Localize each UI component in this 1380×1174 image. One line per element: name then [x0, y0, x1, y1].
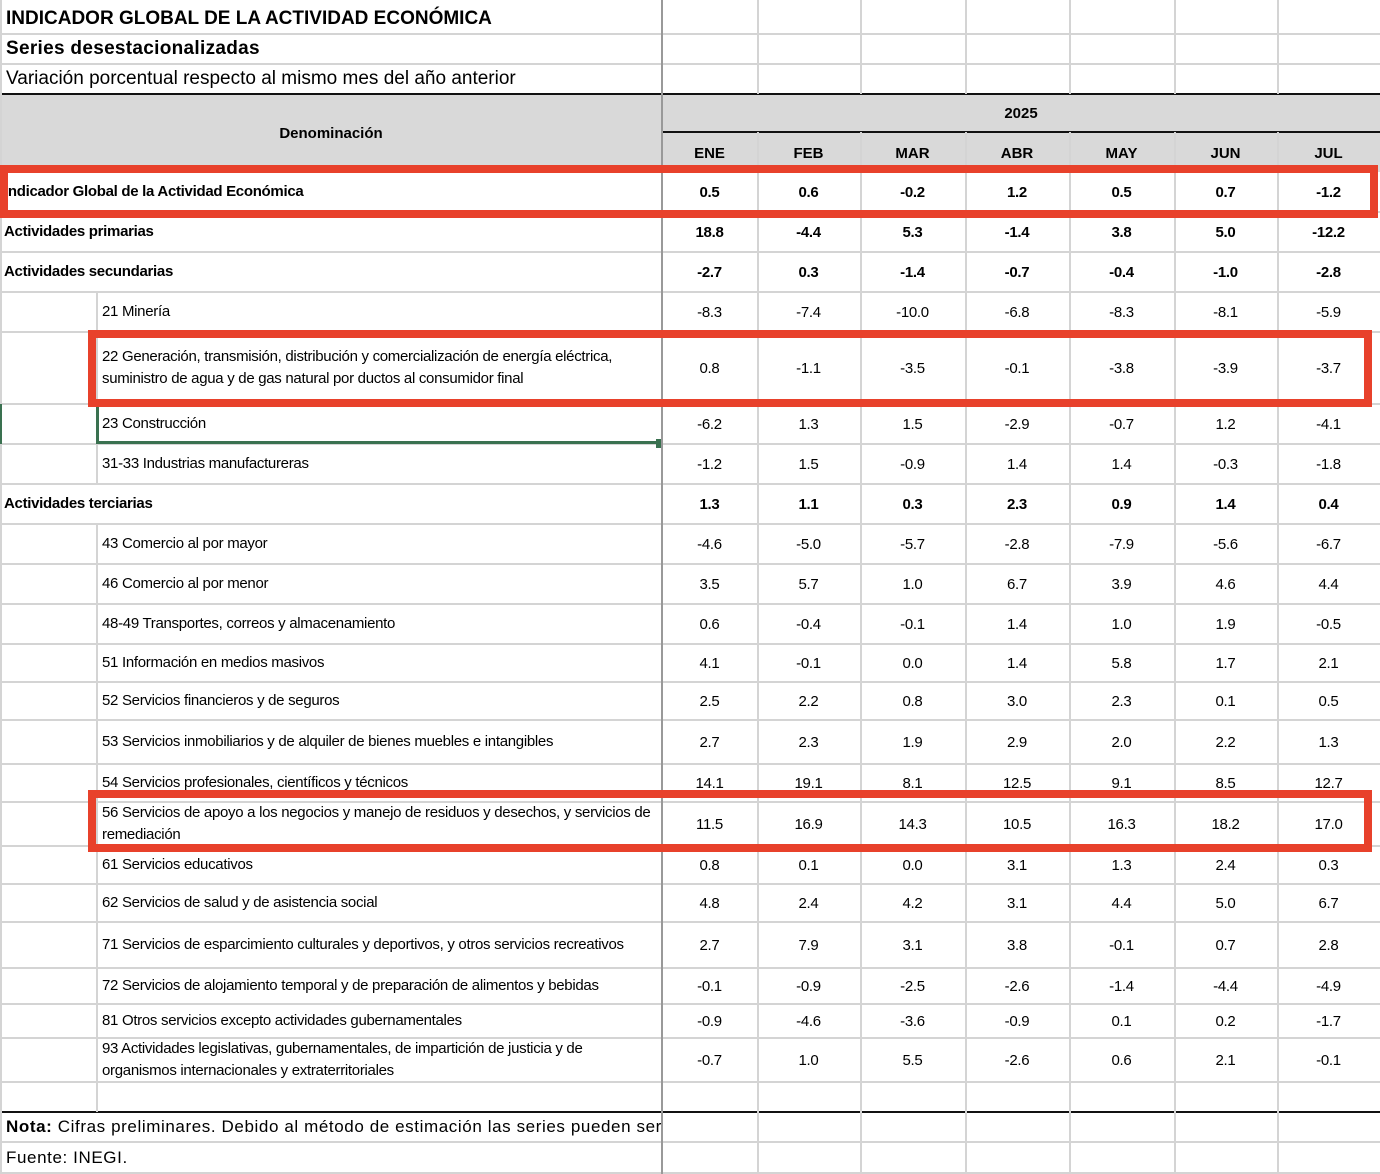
value-cell-mar[interactable]: -3.6: [900, 1012, 925, 1030]
value-cell-may[interactable]: 0.6: [1111, 1051, 1132, 1069]
grid-line: [0, 563, 1380, 565]
value-cell-feb[interactable]: -7.4: [796, 303, 821, 321]
value-cell-jun[interactable]: 5.0: [1215, 894, 1236, 912]
value-cell-jun[interactable]: 1.2: [1215, 415, 1236, 433]
value-cell-feb[interactable]: 0.3: [798, 263, 819, 281]
value-cell-abr[interactable]: -2.6: [1004, 977, 1030, 995]
row-label[interactable]: 56 Servicios de apoyo a los negocios y manejo de residuos y desechos, y servicios de remediación: [102, 804, 651, 843]
value-cell-mar[interactable]: -3.5: [900, 359, 925, 377]
value-cell-feb[interactable]: -0.9: [796, 977, 821, 995]
value-cell-jun[interactable]: -5.6: [1213, 535, 1238, 553]
row-label[interactable]: 71 Servicios de esparcimiento culturales y deportivos, y otros servicios recreativos: [102, 936, 624, 953]
grid-line: [0, 1141, 1380, 1143]
value-cell-abr[interactable]: -2.8: [1004, 535, 1030, 553]
value-cell-jun[interactable]: 5.0: [1215, 223, 1236, 241]
value-cell-abr[interactable]: -0.9: [1004, 1012, 1030, 1030]
header-month-feb[interactable]: FEB: [793, 145, 824, 162]
value-cell-feb[interactable]: 5.7: [798, 575, 819, 593]
value-cell-jun[interactable]: -3.9: [1213, 359, 1238, 377]
value-cell-ene[interactable]: -0.7: [697, 1051, 722, 1069]
value-cell-jun[interactable]: 1.4: [1215, 495, 1236, 513]
grid-line: [757, 132, 759, 1174]
value-cell-jul[interactable]: -5.9: [1316, 303, 1341, 321]
value-cell-mar[interactable]: -0.1: [900, 615, 925, 633]
grid-line: [0, 921, 1380, 923]
value-cell-abr[interactable]: -2.6: [1004, 1051, 1030, 1069]
value-cell-jul[interactable]: -1.7: [1316, 1012, 1341, 1030]
value-cell-ene[interactable]: -2.7: [697, 263, 722, 281]
value-cell-jun[interactable]: -0.3: [1213, 455, 1238, 473]
grid-line: [1174, 132, 1176, 1174]
grid-line: [0, 603, 1380, 605]
value-cell-mar[interactable]: -10.0: [896, 303, 929, 321]
row-label[interactable]: Actividades terciarias: [4, 495, 153, 512]
value-cell-jun[interactable]: -1.0: [1213, 263, 1238, 281]
value-cell-jul[interactable]: 0.5: [1318, 692, 1339, 710]
value-cell-abr[interactable]: 3.1: [1007, 894, 1027, 912]
grid-line: [0, 845, 1380, 847]
value-cell-abr[interactable]: -0.1: [1004, 359, 1030, 377]
value-cell-mar[interactable]: 4.2: [902, 894, 923, 912]
value-cell-mar[interactable]: 0.3: [902, 495, 923, 513]
grid-line: [661, 0, 663, 1174]
grid-line: [0, 0, 2, 1174]
row-label[interactable]: 54 Servicios profesionales, científicos y técnicos: [102, 774, 408, 791]
header-denominacion[interactable]: Denominación: [279, 124, 383, 142]
value-cell-jul[interactable]: -1.8: [1316, 455, 1341, 473]
value-cell-may[interactable]: -7.9: [1109, 535, 1134, 553]
value-cell-ene[interactable]: 4.1: [699, 654, 720, 672]
value-cell-mar[interactable]: 3.1: [902, 936, 923, 954]
value-cell-mar[interactable]: 1.5: [902, 415, 923, 433]
note-cell[interactable]: [0, 1112, 662, 1142]
value-cell-feb[interactable]: -0.4: [796, 615, 821, 633]
value-cell-may[interactable]: -0.7: [1109, 415, 1134, 433]
grid-line: [1174, 0, 1176, 94]
value-cell-mar[interactable]: 14.3: [898, 815, 927, 833]
sheet-subtitle[interactable]: Series desestacionalizadas: [6, 38, 260, 59]
header-month-ene[interactable]: ENE: [694, 145, 725, 162]
value-cell-may[interactable]: 0.9: [1111, 495, 1132, 513]
value-cell-abr[interactable]: 3.8: [1007, 936, 1027, 954]
grid-line: [0, 1081, 1380, 1083]
value-cell-jul[interactable]: 1.3: [1318, 733, 1339, 751]
value-cell-mar[interactable]: 0.0: [902, 856, 923, 874]
value-cell-jun[interactable]: 1.7: [1215, 654, 1236, 672]
value-cell-may[interactable]: -0.4: [1109, 263, 1134, 281]
header-month-abr[interactable]: ABR: [1000, 145, 1034, 162]
value-cell-jul[interactable]: 0.3: [1318, 856, 1339, 874]
value-cell-jul[interactable]: -4.1: [1316, 415, 1341, 433]
grid-line: [0, 967, 1380, 969]
grid-line: [96, 524, 98, 1112]
grid-line: [1069, 132, 1071, 1174]
sheet-title[interactable]: INDICADOR GLOBAL DE LA ACTIVIDAD ECONÓMICA: [6, 8, 492, 29]
value-cell-jun[interactable]: 4.6: [1215, 575, 1236, 593]
value-cell-feb[interactable]: -4.6: [796, 1012, 821, 1030]
note-text: Cifras preliminares. Debido al método de estimación las series pueden ser: [52, 1117, 662, 1136]
value-cell-ene[interactable]: 0.5: [699, 183, 720, 201]
row-label[interactable]: 51 Información en medios masivos: [102, 654, 325, 671]
value-cell-abr[interactable]: 1.4: [1007, 455, 1027, 473]
value-cell-abr[interactable]: 1.4: [1007, 615, 1027, 633]
value-cell-jul[interactable]: 17.0: [1314, 815, 1343, 833]
row-label[interactable]: 81 Otros servicios excepto actividades gubernamentales: [102, 1012, 462, 1029]
grid-line: [0, 291, 1380, 293]
value-cell-ene[interactable]: 18.8: [695, 223, 724, 241]
value-cell-mar[interactable]: -1.4: [900, 263, 925, 281]
value-cell-jul[interactable]: -0.1: [1316, 1051, 1341, 1069]
grid-line: [1277, 132, 1279, 1174]
grid-line: [0, 801, 1380, 803]
value-cell-may[interactable]: 3.9: [1111, 575, 1132, 593]
value-cell-jul[interactable]: -4.9: [1316, 977, 1341, 995]
value-cell-abr[interactable]: 6.7: [1007, 575, 1027, 593]
value-cell-abr[interactable]: 10.5: [1003, 815, 1031, 833]
value-cell-abr[interactable]: -6.8: [1004, 303, 1030, 321]
grid-line: [662, 131, 1380, 133]
value-cell-ene[interactable]: -0.9: [697, 1012, 722, 1030]
value-cell-may[interactable]: 1.0: [1111, 615, 1132, 633]
value-cell-jul[interactable]: 6.7: [1318, 894, 1339, 912]
value-cell-mar[interactable]: 0.0: [902, 654, 923, 672]
value-cell-mar[interactable]: 1.9: [902, 733, 923, 751]
grid-line: [965, 132, 967, 1174]
value-cell-abr[interactable]: 12.5: [1003, 774, 1031, 792]
value-cell-mar[interactable]: -0.9: [900, 455, 925, 473]
value-cell-abr[interactable]: 3.1: [1007, 856, 1027, 874]
header-year[interactable]: 2025: [1004, 104, 1038, 122]
value-cell-ene[interactable]: 11.5: [696, 815, 723, 833]
grid-line: [1069, 0, 1071, 94]
value-cell-abr[interactable]: 1.4: [1007, 654, 1027, 672]
row-label[interactable]: 48-49 Transportes, correos y almacenamiento: [102, 615, 396, 632]
value-cell-jul[interactable]: -1.2: [1316, 183, 1341, 201]
value-cell-jun[interactable]: -8.1: [1213, 303, 1238, 321]
value-cell-jun[interactable]: -4.4: [1213, 977, 1238, 995]
grid-line: [0, 523, 1380, 525]
value-cell-ene[interactable]: 0.6: [699, 615, 720, 633]
row-label[interactable]: 72 Servicios de alojamiento temporal y de preparación de alimentos y bebidas: [102, 977, 599, 994]
row-label[interactable]: 23 Construcción: [102, 415, 206, 432]
value-cell-ene[interactable]: 4.8: [699, 894, 720, 912]
row-label[interactable]: Actividades primarias: [4, 223, 154, 240]
value-cell-jun[interactable]: 2.4: [1215, 856, 1236, 874]
value-cell-feb[interactable]: 16.9: [794, 815, 823, 833]
grid-line: [0, 211, 1380, 213]
cell-selection-border: [96, 404, 658, 444]
value-cell-jul[interactable]: -12.2: [1312, 223, 1345, 241]
value-cell-jun[interactable]: 1.9: [1215, 615, 1236, 633]
value-cell-jul[interactable]: -6.7: [1316, 535, 1341, 553]
row-label[interactable]: Indicador Global de la Actividad Económica: [4, 183, 304, 200]
value-cell-abr[interactable]: -1.4: [1004, 223, 1030, 241]
value-cell-feb[interactable]: 1.3: [798, 415, 819, 433]
value-cell-feb[interactable]: 1.5: [798, 455, 819, 473]
value-cell-feb[interactable]: -4.4: [796, 223, 821, 241]
grid-line: [860, 0, 862, 94]
value-cell-may[interactable]: 0.5: [1111, 183, 1132, 201]
value-cell-may[interactable]: 1.4: [1111, 455, 1132, 473]
value-cell-jun[interactable]: 2.1: [1215, 1051, 1236, 1069]
value-cell-abr[interactable]: -2.9: [1004, 415, 1030, 433]
value-cell-mar[interactable]: 0.8: [902, 692, 923, 710]
value-cell-jul[interactable]: -2.8: [1316, 263, 1341, 281]
value-cell-mar[interactable]: -0.2: [900, 183, 925, 201]
value-cell-may[interactable]: -0.1: [1109, 936, 1134, 954]
value-cell-may[interactable]: -8.3: [1109, 303, 1134, 321]
sheet-description[interactable]: Variación porcentual respecto al mismo mes del año anterior: [6, 68, 516, 89]
grid-line: [0, 483, 1380, 485]
value-cell-feb[interactable]: 0.6: [798, 183, 819, 201]
value-cell-may[interactable]: 2.0: [1111, 733, 1132, 751]
value-cell-feb[interactable]: 2.3: [798, 733, 819, 751]
value-cell-feb[interactable]: 7.9: [798, 936, 819, 954]
source-cell[interactable]: Fuente: INEGI.: [6, 1148, 128, 1167]
value-cell-ene[interactable]: 2.5: [699, 692, 720, 710]
value-cell-jun[interactable]: 0.7: [1215, 936, 1236, 954]
value-cell-ene[interactable]: -8.3: [697, 303, 722, 321]
value-cell-mar[interactable]: 5.5: [902, 1051, 923, 1069]
value-cell-may[interactable]: 16.3: [1107, 815, 1136, 833]
value-cell-jun[interactable]: 0.7: [1215, 183, 1236, 201]
value-cell-jul[interactable]: 2.8: [1318, 936, 1339, 954]
value-cell-ene[interactable]: 3.5: [699, 575, 720, 593]
grid-line: [0, 1037, 1380, 1039]
value-cell-jul[interactable]: 12.7: [1314, 774, 1343, 792]
value-cell-feb[interactable]: -0.1: [796, 654, 821, 672]
value-cell-feb[interactable]: 0.1: [798, 856, 819, 874]
value-cell-mar[interactable]: -5.7: [900, 535, 925, 553]
value-cell-may[interactable]: 2.3: [1111, 692, 1132, 710]
grid-line: [1277, 0, 1279, 94]
value-cell-jun[interactable]: 8.5: [1215, 774, 1236, 792]
value-cell-ene[interactable]: 0.8: [699, 856, 720, 874]
value-cell-may[interactable]: 4.4: [1111, 894, 1132, 912]
value-cell-ene[interactable]: -0.1: [697, 977, 722, 995]
value-cell-jul[interactable]: 4.4: [1318, 575, 1339, 593]
grid-line: [0, 251, 1380, 253]
value-cell-may[interactable]: -1.4: [1109, 977, 1134, 995]
row-label[interactable]: 22 Generación, transmisión, distribución y comercialización de energía eléctrica, suministro de agua y de gas natural por ductos al consumidor final: [102, 348, 613, 387]
value-cell-ene[interactable]: 0.8: [699, 359, 720, 377]
value-cell-jul[interactable]: 2.1: [1318, 654, 1339, 672]
value-cell-abr[interactable]: -0.7: [1004, 263, 1030, 281]
value-cell-feb[interactable]: 1.0: [798, 1051, 819, 1069]
grid-line: [0, 643, 1380, 645]
value-cell-ene[interactable]: 14.1: [695, 774, 724, 792]
row-selection-indicator: [0, 404, 2, 444]
value-cell-feb[interactable]: 1.1: [798, 495, 819, 513]
value-cell-feb[interactable]: 2.2: [798, 692, 819, 710]
grid-line: [0, 33, 1380, 35]
value-cell-ene[interactable]: -4.6: [697, 535, 722, 553]
row-label[interactable]: 31-33 Industrias manufactureras: [102, 455, 309, 472]
value-cell-abr[interactable]: 2.3: [1007, 495, 1027, 513]
grid-line: [0, 93, 1380, 95]
note-label: Nota:: [6, 1117, 53, 1136]
header-month-mar[interactable]: MAR: [895, 145, 930, 162]
grid-line: [0, 63, 1380, 65]
value-cell-mar[interactable]: -2.5: [900, 977, 925, 995]
value-cell-feb[interactable]: -5.0: [796, 535, 821, 553]
row-label[interactable]: 61 Servicios educativos: [102, 856, 253, 873]
grid-line: [0, 1003, 1380, 1005]
value-cell-may[interactable]: 3.8: [1111, 223, 1132, 241]
value-cell-mar[interactable]: 5.3: [902, 223, 923, 241]
row-label[interactable]: 52 Servicios financieros y de seguros: [102, 692, 340, 709]
value-cell-jun[interactable]: 2.2: [1215, 733, 1236, 751]
value-cell-jul[interactable]: 0.4: [1318, 495, 1339, 513]
value-cell-mar[interactable]: 8.1: [902, 774, 923, 792]
value-cell-feb[interactable]: 19.1: [794, 774, 823, 792]
grid-line: [0, 883, 1380, 885]
header-month-jul[interactable]: JUL: [1314, 145, 1343, 162]
value-cell-ene[interactable]: -1.2: [697, 455, 722, 473]
value-cell-ene[interactable]: 1.3: [699, 495, 720, 513]
row-label[interactable]: 43 Comercio al por mayor: [102, 535, 268, 552]
value-cell-jun[interactable]: 0.2: [1215, 1012, 1236, 1030]
grid-line: [757, 0, 759, 94]
value-cell-may[interactable]: 1.3: [1111, 856, 1132, 874]
grid-line: [96, 292, 98, 484]
header-month-may[interactable]: MAY: [1105, 145, 1138, 162]
value-cell-ene[interactable]: 2.7: [699, 733, 720, 751]
grid-line: [860, 132, 862, 1174]
value-cell-abr[interactable]: 3.0: [1007, 692, 1027, 710]
value-cell-jun[interactable]: 18.2: [1211, 815, 1240, 833]
value-cell-jul[interactable]: -3.7: [1316, 359, 1341, 377]
value-cell-may[interactable]: -3.8: [1109, 359, 1134, 377]
value-cell-may[interactable]: 9.1: [1111, 774, 1132, 792]
header-month-jun[interactable]: JUN: [1210, 145, 1241, 162]
row-label[interactable]: 53 Servicios inmobiliarios y de alquiler de bienes muebles e intangibles: [102, 733, 554, 750]
row-label[interactable]: 62 Servicios de salud y de asistencia social: [102, 894, 378, 911]
value-cell-ene[interactable]: 2.7: [699, 936, 720, 954]
grid-line: [0, 681, 1380, 683]
value-cell-may[interactable]: 5.8: [1111, 654, 1132, 672]
value-cell-ene[interactable]: -6.2: [697, 415, 722, 433]
row-label[interactable]: Actividades secundarias: [4, 263, 174, 280]
value-cell-abr[interactable]: 2.9: [1007, 733, 1027, 751]
value-cell-mar[interactable]: 1.0: [902, 575, 923, 593]
selection-fill-handle[interactable]: [656, 439, 661, 448]
value-cell-feb[interactable]: -1.1: [796, 359, 821, 377]
row-label[interactable]: 93 Actividades legislativas, gubernamentales, de impartición de justicia y de organismos internacionales y extraterritoriales: [102, 1040, 583, 1079]
value-cell-may[interactable]: 0.1: [1111, 1012, 1132, 1030]
grid-line: [0, 331, 1380, 333]
grid-line: [965, 0, 967, 94]
value-cell-feb[interactable]: 2.4: [798, 894, 819, 912]
grid-line: [0, 719, 1380, 721]
value-cell-abr[interactable]: 1.2: [1007, 183, 1027, 201]
value-cell-jul[interactable]: -0.5: [1316, 615, 1341, 633]
value-cell-jun[interactable]: 0.1: [1215, 692, 1236, 710]
row-label[interactable]: 46 Comercio al por menor: [102, 575, 269, 592]
row-label[interactable]: 21 Minería: [102, 303, 170, 320]
grid-line: [0, 763, 1380, 765]
grid-line: [0, 1111, 1380, 1113]
